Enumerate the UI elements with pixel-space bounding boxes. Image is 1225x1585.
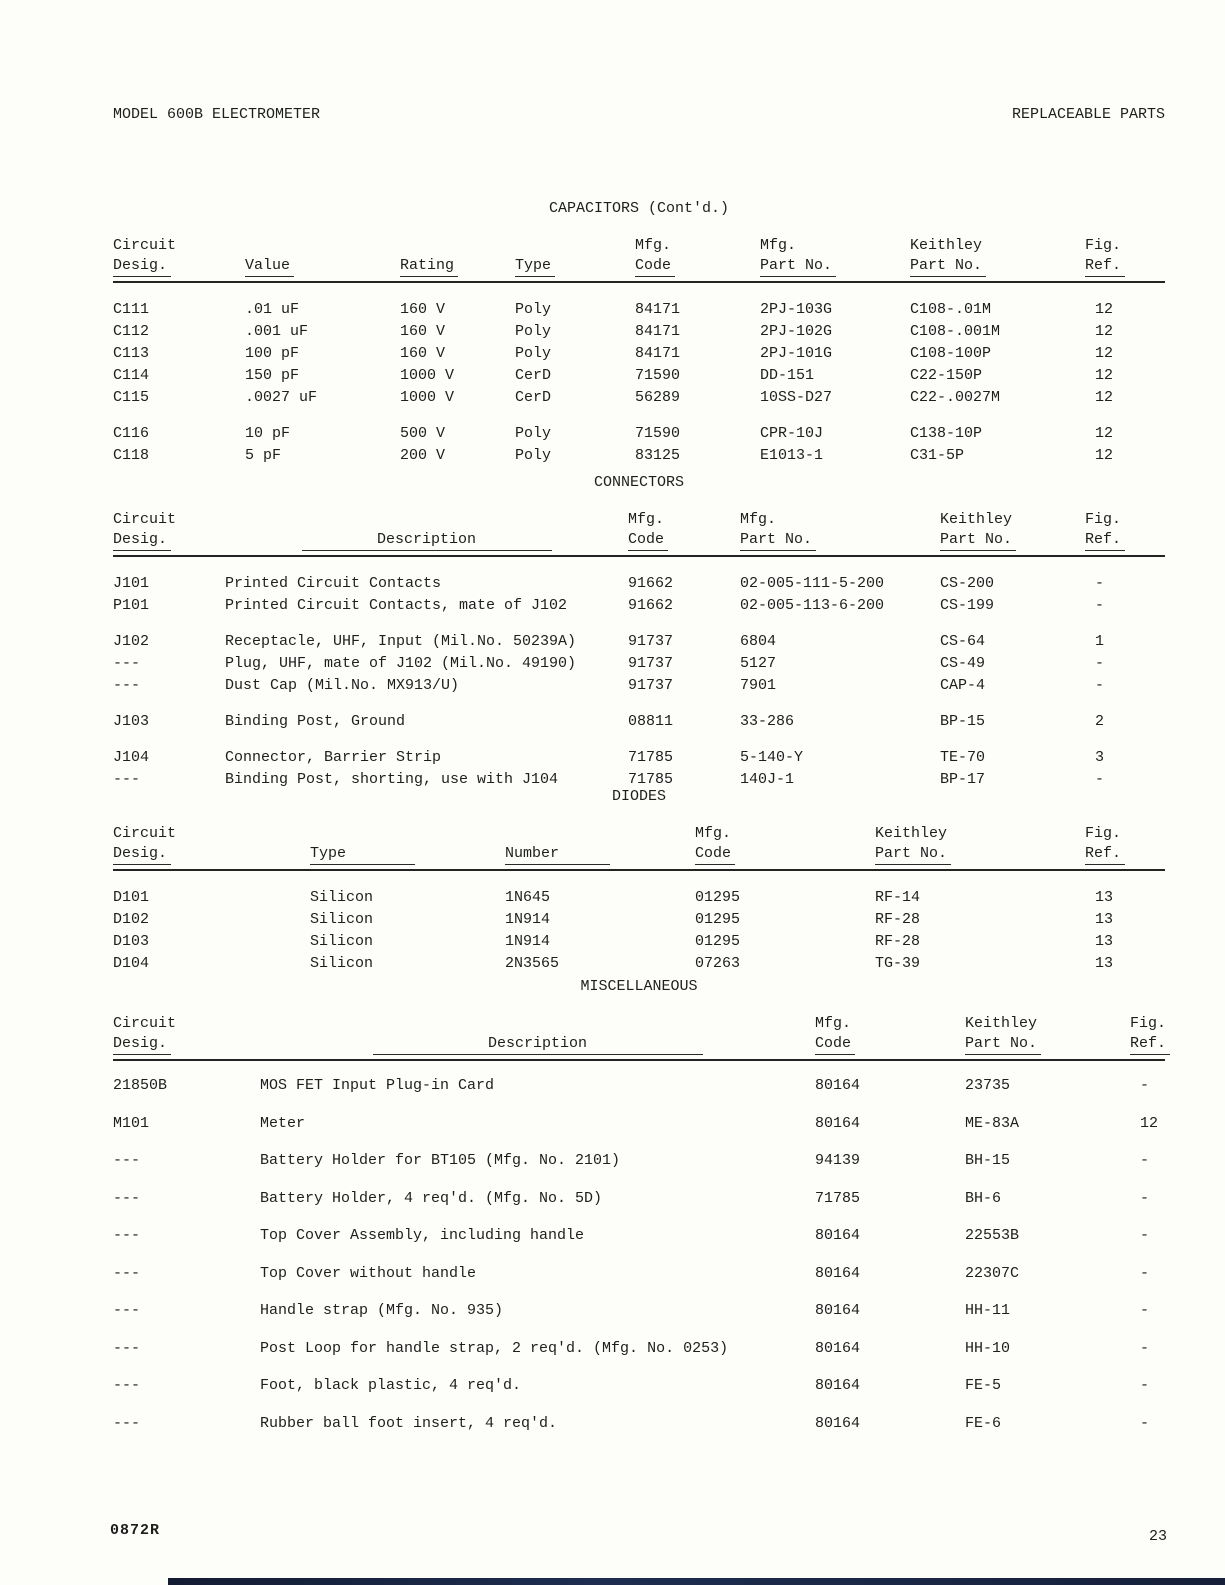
header-rule <box>113 869 1165 871</box>
header-rule <box>113 555 1165 557</box>
table-cell: C118 <box>113 447 150 464</box>
table-cell: 500 V <box>400 425 446 442</box>
table-cell: 12 <box>1095 345 1114 362</box>
table-cell: Top Cover Assembly, including handle <box>260 1227 585 1244</box>
table-cell: CAP-4 <box>940 677 986 694</box>
table-cell: Foot, black plastic, 4 req'd. <box>260 1377 522 1394</box>
capacitors-table <box>113 236 1165 467</box>
table-cell: 12 <box>1140 1114 1159 1132</box>
table-cell: D103 <box>113 933 150 950</box>
table-cell: RF-14 <box>875 889 921 906</box>
column-header: Keithley Part No. <box>940 510 1085 553</box>
column-header: Mfg. Code <box>815 1014 965 1057</box>
table-cell: BH-6 <box>965 1189 1002 1207</box>
table-row <box>113 1142 1165 1180</box>
table-row <box>113 423 1165 445</box>
table-cell: CPR-10J <box>760 425 824 442</box>
table-cell: 01295 <box>695 911 741 928</box>
table-cell: 100 pF <box>245 345 300 362</box>
column-header: Type <box>310 824 505 867</box>
scan-edge-bar <box>168 1578 1225 1585</box>
table-cell: - <box>1140 1339 1150 1357</box>
connectors-section <box>113 474 1165 791</box>
table-row <box>113 365 1165 387</box>
table-cell: 3 <box>1095 749 1105 766</box>
table-cell: 1000 V <box>400 367 455 384</box>
table-cell: 160 V <box>400 345 446 362</box>
table-cell: 22307C <box>965 1264 1020 1282</box>
table-cell: 80164 <box>815 1227 861 1244</box>
table-cell: CS-49 <box>940 655 986 672</box>
table-cell: 5-140-Y <box>740 749 804 766</box>
form-code: 0872R <box>110 1522 161 1539</box>
table-cell: Receptacle, UHF, Input (Mil.No. 50239A) <box>225 633 577 650</box>
table-cell: --- <box>113 1264 141 1282</box>
table-cell: 02-005-111-5-200 <box>740 575 885 592</box>
table-cell: 160 V <box>400 323 446 340</box>
table-cell: 84171 <box>635 345 681 362</box>
column-header: Fig. Ref. <box>1085 824 1165 867</box>
table-cell: 91662 <box>628 575 674 592</box>
table-cell: 13 <box>1095 955 1114 972</box>
table-cell: 13 <box>1095 911 1114 928</box>
table-cell: 80164 <box>815 1377 861 1394</box>
table-cell: Handle strap (Mfg. No. 935) <box>260 1302 504 1319</box>
table-cell: --- <box>113 1227 141 1244</box>
table-cell: 80164 <box>815 1302 861 1319</box>
table-cell: 12 <box>1095 367 1114 384</box>
table-row <box>113 711 1165 733</box>
header-rule <box>113 281 1165 283</box>
miscellaneous-table <box>113 1014 1165 1442</box>
column-header: Keithley Part No. <box>965 1014 1130 1057</box>
table-cell: Poly <box>515 425 552 442</box>
table-cell: 10 pF <box>245 425 291 442</box>
table-cell: 150 pF <box>245 367 300 384</box>
table-cell: 5 pF <box>245 447 282 464</box>
table-cell: C31-5P <box>910 447 965 464</box>
table-cell: HH-11 <box>965 1302 1011 1319</box>
table-cell: --- <box>113 655 141 672</box>
table-cell: Connector, Barrier Strip <box>225 749 442 766</box>
column-header: Mfg. Part No. <box>760 236 910 279</box>
table-cell: 71785 <box>815 1189 861 1207</box>
table-cell: - <box>1095 771 1105 788</box>
table-cell: Meter <box>260 1114 306 1132</box>
table-cell: --- <box>113 1339 141 1357</box>
table-cell: 80164 <box>815 1339 861 1357</box>
table-cell: 12 <box>1095 447 1114 464</box>
table-cell: C114 <box>113 367 150 384</box>
table-row <box>113 595 1165 617</box>
table-cell: 56289 <box>635 389 681 406</box>
table-row <box>113 931 1165 953</box>
table-cell: 21850B <box>113 1077 168 1094</box>
diodes-section <box>113 788 1165 975</box>
table-cell: D102 <box>113 911 150 928</box>
table-cell: - <box>1095 655 1105 672</box>
capacitors-section <box>113 200 1165 467</box>
column-header: Rating <box>400 236 515 279</box>
table-cell: .0027 uF <box>245 389 318 406</box>
table-cell: 83125 <box>635 447 681 464</box>
table-cell: --- <box>113 1377 141 1394</box>
table-cell: 71590 <box>635 367 681 384</box>
table-cell: 1N645 <box>505 889 551 906</box>
table-cell: BP-17 <box>940 771 986 788</box>
table-cell: --- <box>113 677 141 694</box>
table-cell: E1013-1 <box>760 447 824 464</box>
column-header: Keithley Part No. <box>875 824 1085 867</box>
table-cell: --- <box>113 1152 141 1169</box>
table-row <box>113 1217 1165 1255</box>
table-cell: DD-151 <box>760 367 815 384</box>
table-cell: - <box>1095 677 1105 694</box>
table-row <box>113 445 1165 467</box>
table-row <box>113 573 1165 595</box>
column-header: Description <box>260 1014 815 1057</box>
diodes-table <box>113 824 1165 975</box>
table-cell: C111 <box>113 301 150 318</box>
table-row <box>113 887 1165 909</box>
table-cell: FE-6 <box>965 1414 1002 1432</box>
table-cell: 12 <box>1095 301 1114 318</box>
miscellaneous-title: MISCELLANEOUS <box>580 978 698 995</box>
table-cell: --- <box>113 1189 141 1207</box>
table-cell: 12 <box>1095 389 1114 406</box>
table-cell: 140J-1 <box>740 771 795 788</box>
table-row <box>113 1255 1165 1293</box>
table-cell: 12 <box>1095 425 1114 442</box>
table-cell: - <box>1095 597 1105 614</box>
table-header-row <box>113 1014 1165 1057</box>
table-row <box>113 1105 1165 1143</box>
table-cell: 1N914 <box>505 911 551 928</box>
table-cell: - <box>1140 1077 1150 1094</box>
table-cell: 80164 <box>815 1114 861 1132</box>
table-cell: P101 <box>113 597 150 614</box>
table-row <box>113 747 1165 769</box>
table-cell: RF-28 <box>875 911 921 928</box>
table-cell: .01 uF <box>245 301 300 318</box>
table-cell: Battery Holder, 4 req'd. (Mfg. No. 5D) <box>260 1189 603 1207</box>
table-cell: 1 <box>1095 633 1105 650</box>
table-cell: HH-10 <box>965 1339 1011 1357</box>
column-header: Circuit Desig. <box>113 510 225 553</box>
table-cell: C116 <box>113 425 150 442</box>
table-cell: 01295 <box>695 889 741 906</box>
table-cell: 71785 <box>628 749 674 766</box>
table-row <box>113 631 1165 653</box>
table-cell: - <box>1140 1152 1150 1169</box>
table-cell: Poly <box>515 323 552 340</box>
table-cell: - <box>1095 575 1105 592</box>
column-header: Value <box>245 236 400 279</box>
table-cell: 91662 <box>628 597 674 614</box>
column-header: Mfg. Code <box>695 824 875 867</box>
table-cell: 84171 <box>635 323 681 340</box>
table-header-row <box>113 510 1165 553</box>
table-cell: 13 <box>1095 933 1114 950</box>
table-cell: 84171 <box>635 301 681 318</box>
table-cell: TG-39 <box>875 955 921 972</box>
table-cell: - <box>1140 1377 1150 1394</box>
connectors-table <box>113 510 1165 791</box>
table-cell: 71785 <box>628 771 674 788</box>
table-cell: 2PJ-101G <box>760 345 833 362</box>
column-header: Circuit Desig. <box>113 824 310 867</box>
table-cell: J103 <box>113 713 150 730</box>
table-cell: 2PJ-102G <box>760 323 833 340</box>
table-cell: Binding Post, Ground <box>225 713 406 730</box>
column-header: Type <box>515 236 635 279</box>
table-cell: 160 V <box>400 301 446 318</box>
table-cell: - <box>1140 1414 1150 1432</box>
table-cell: 94139 <box>815 1152 861 1169</box>
table-row <box>113 675 1165 697</box>
table-cell: 2 <box>1095 713 1105 730</box>
document-section-label: REPLACEABLE PARTS <box>1011 106 1165 123</box>
table-cell: C108-100P <box>910 345 992 362</box>
table-cell: 71590 <box>635 425 681 442</box>
table-cell: Silicon <box>310 933 374 950</box>
table-cell: 12 <box>1095 323 1114 340</box>
table-cell: 1N914 <box>505 933 551 950</box>
table-cell: 5127 <box>740 655 777 672</box>
column-header: Fig. Ref. <box>1130 1014 1165 1057</box>
table-row <box>113 343 1165 365</box>
table-cell: 1000 V <box>400 389 455 406</box>
table-cell: RF-28 <box>875 933 921 950</box>
table-cell: Printed Circuit Contacts, mate of J102 <box>225 597 568 614</box>
table-cell: 08811 <box>628 713 674 730</box>
page-header <box>113 106 1165 123</box>
column-header: Mfg. Code <box>628 510 740 553</box>
table-cell: Poly <box>515 447 552 464</box>
table-cell: 7901 <box>740 677 777 694</box>
table-cell: BH-15 <box>965 1152 1011 1169</box>
table-cell: Printed Circuit Contacts <box>225 575 442 592</box>
header-rule <box>113 1059 1165 1061</box>
table-row <box>113 321 1165 343</box>
table-row <box>113 953 1165 975</box>
table-cell: Post Loop for handle strap, 2 req'd. (Mfg. No. 0253) <box>260 1339 729 1357</box>
miscellaneous-section <box>113 978 1165 1442</box>
table-cell: 80164 <box>815 1077 861 1094</box>
column-header: Mfg. Part No. <box>740 510 940 553</box>
table-cell: 6804 <box>740 633 777 650</box>
table-cell: 23735 <box>965 1077 1011 1094</box>
column-header: Mfg. Code <box>635 236 760 279</box>
table-cell: Battery Holder for BT105 (Mfg. No. 2101) <box>260 1152 621 1169</box>
table-cell: C108-.01M <box>910 301 992 318</box>
table-cell: 33-286 <box>740 713 795 730</box>
table-row <box>113 299 1165 321</box>
table-cell: Silicon <box>310 889 374 906</box>
table-row <box>113 653 1165 675</box>
table-cell: 80164 <box>815 1264 861 1282</box>
capacitors-title: CAPACITORS (Cont'd.) <box>548 200 730 217</box>
table-cell: ME-83A <box>965 1114 1020 1132</box>
table-cell: 91737 <box>628 677 674 694</box>
table-cell: 80164 <box>815 1414 861 1432</box>
table-row <box>113 1405 1165 1443</box>
table-cell: C22-.0027M <box>910 389 1001 406</box>
table-cell: TE-70 <box>940 749 986 766</box>
table-cell: --- <box>113 1414 141 1432</box>
table-cell: 2N3565 <box>505 955 560 972</box>
table-cell: Rubber ball foot insert, 4 req'd. <box>260 1414 558 1432</box>
table-cell: C108-.001M <box>910 323 1001 340</box>
column-header: Fig. Ref. <box>1085 236 1165 279</box>
diodes-title: DIODES <box>611 788 666 805</box>
table-cell: 13 <box>1095 889 1114 906</box>
table-row <box>113 1330 1165 1368</box>
table-cell: FE-5 <box>965 1377 1002 1394</box>
table-cell: 22553B <box>965 1227 1020 1244</box>
table-cell: C115 <box>113 389 150 406</box>
table-cell: C113 <box>113 345 150 362</box>
table-cell: Top Cover without handle <box>260 1264 477 1282</box>
table-cell: 91737 <box>628 655 674 672</box>
table-cell: C22-150P <box>910 367 983 384</box>
table-cell: - <box>1140 1302 1150 1319</box>
table-cell: 07263 <box>695 955 741 972</box>
table-row <box>113 909 1165 931</box>
table-cell: CS-64 <box>940 633 986 650</box>
table-row <box>113 1292 1165 1330</box>
table-cell: 91737 <box>628 633 674 650</box>
table-cell: D101 <box>113 889 150 906</box>
table-cell: CerD <box>515 367 552 384</box>
table-cell: 01295 <box>695 933 741 950</box>
table-row <box>113 1367 1165 1405</box>
table-cell: J101 <box>113 575 150 592</box>
table-cell: D104 <box>113 955 150 972</box>
table-cell: Poly <box>515 301 552 318</box>
column-header: Circuit Desig. <box>113 1014 260 1057</box>
table-cell: Binding Post, shorting, use with J104 <box>225 771 559 788</box>
table-cell: Silicon <box>310 911 374 928</box>
table-cell: Silicon <box>310 955 374 972</box>
page-number: 23 <box>1148 1528 1167 1545</box>
table-header-row <box>113 824 1165 867</box>
table-cell: - <box>1140 1264 1150 1282</box>
table-cell: - <box>1140 1189 1150 1207</box>
column-header: Circuit Desig. <box>113 236 245 279</box>
table-cell: BP-15 <box>940 713 986 730</box>
table-header-row <box>113 236 1165 279</box>
table-cell: C112 <box>113 323 150 340</box>
column-header: Keithley Part No. <box>910 236 1085 279</box>
table-row <box>113 1067 1165 1105</box>
table-cell: C138-10P <box>910 425 983 442</box>
table-cell: .001 uF <box>245 323 309 340</box>
connectors-title: CONNECTORS <box>593 474 684 491</box>
table-cell: Dust Cap (Mil.No. MX913/U) <box>225 677 460 694</box>
table-cell: CS-199 <box>940 597 995 614</box>
table-cell: Poly <box>515 345 552 362</box>
column-header: Description <box>225 510 628 553</box>
table-cell: MOS FET Input Plug-in Card <box>260 1077 495 1094</box>
table-cell: CerD <box>515 389 552 406</box>
table-cell: --- <box>113 1302 141 1319</box>
column-header: Number <box>505 824 695 867</box>
table-cell: - <box>1140 1227 1150 1244</box>
table-cell: J102 <box>113 633 150 650</box>
table-cell: M101 <box>113 1114 150 1132</box>
document-title: MODEL 600B ELECTROMETER <box>113 106 321 123</box>
table-row <box>113 387 1165 409</box>
column-header: Fig. Ref. <box>1085 510 1165 553</box>
table-cell: 200 V <box>400 447 446 464</box>
table-cell: 10SS-D27 <box>760 389 833 406</box>
table-cell: --- <box>113 771 141 788</box>
table-cell: CS-200 <box>940 575 995 592</box>
table-cell: J104 <box>113 749 150 766</box>
table-cell: 02-005-113-6-200 <box>740 597 885 614</box>
table-cell: Plug, UHF, mate of J102 (Mil.No. 49190) <box>225 655 577 672</box>
table-cell: 2PJ-103G <box>760 301 833 318</box>
table-row <box>113 1180 1165 1218</box>
